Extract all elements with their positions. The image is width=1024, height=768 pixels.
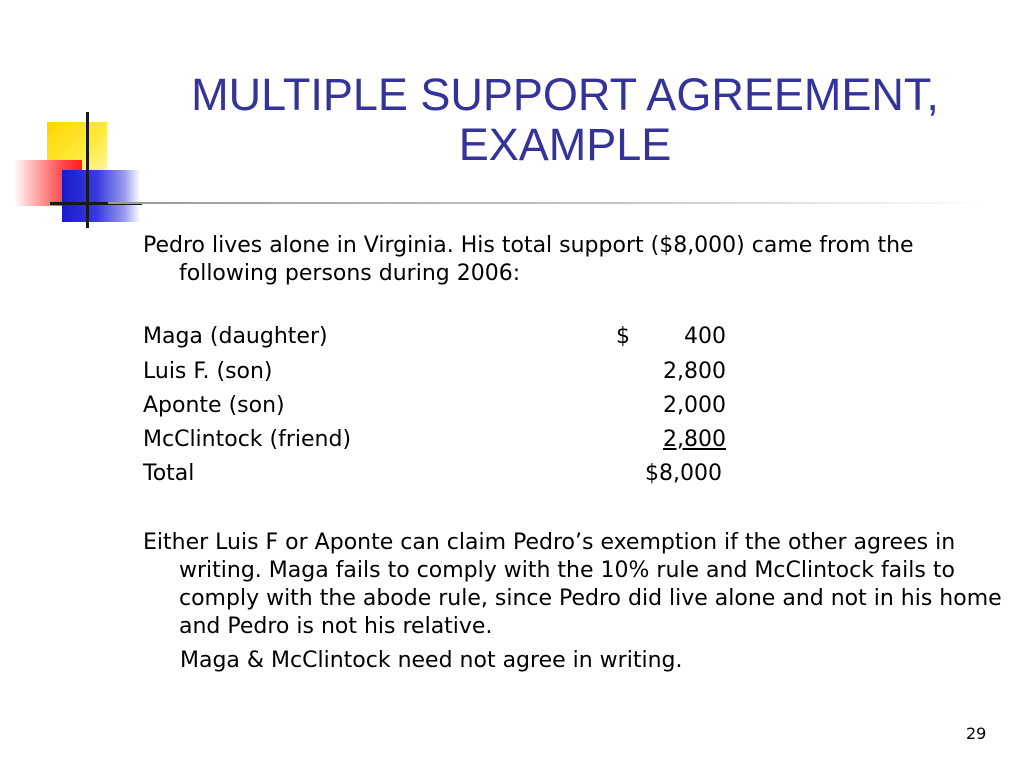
page-number: 29 bbox=[966, 724, 987, 743]
note-line: Maga & McClintock need not agree in writing. bbox=[180, 648, 683, 673]
contributor-name: Luis F. (son) bbox=[143, 359, 273, 384]
contributor-name: McClintock (friend) bbox=[143, 427, 352, 452]
contribution-row bbox=[143, 357, 743, 387]
contribution-amount: 2,800 bbox=[663, 359, 726, 384]
contributor-name: Maga (daughter) bbox=[143, 324, 328, 349]
contributor-name: Aponte (son) bbox=[143, 393, 285, 418]
contribution-row bbox=[143, 322, 743, 352]
currency-symbol: $ bbox=[616, 324, 630, 349]
title-line-2: EXAMPLE bbox=[458, 119, 672, 170]
logo-blue-square bbox=[62, 170, 140, 222]
contribution-amount: 2,000 bbox=[663, 393, 726, 418]
total-amount: $8,000 bbox=[645, 461, 722, 486]
contribution-amount: 2,800 bbox=[663, 427, 726, 452]
title-line-1: MULTIPLE SUPPORT AGREEMENT, bbox=[191, 69, 939, 120]
contribution-row bbox=[143, 391, 743, 421]
total-row bbox=[143, 459, 743, 489]
contribution-amount: 400 bbox=[684, 324, 726, 349]
intro-paragraph: Pedro lives alone in Virginia. His total support ($8,000) came from the following persons during 2006: bbox=[143, 233, 914, 286]
conclusion-paragraph: Either Luis F or Aponte can claim Pedro’s exemption if the other agrees in writing. Maga fails to comply with the 10% rule and McClintock fails to comply with the abode rule, since Pedro did live alone and not in his home and Pedro is not his relative. bbox=[143, 530, 1002, 639]
logo-vertical-line bbox=[86, 112, 89, 228]
slide-title bbox=[150, 70, 980, 170]
total-label: Total bbox=[143, 461, 195, 486]
contribution-row bbox=[143, 425, 743, 455]
title-divider bbox=[108, 202, 988, 204]
